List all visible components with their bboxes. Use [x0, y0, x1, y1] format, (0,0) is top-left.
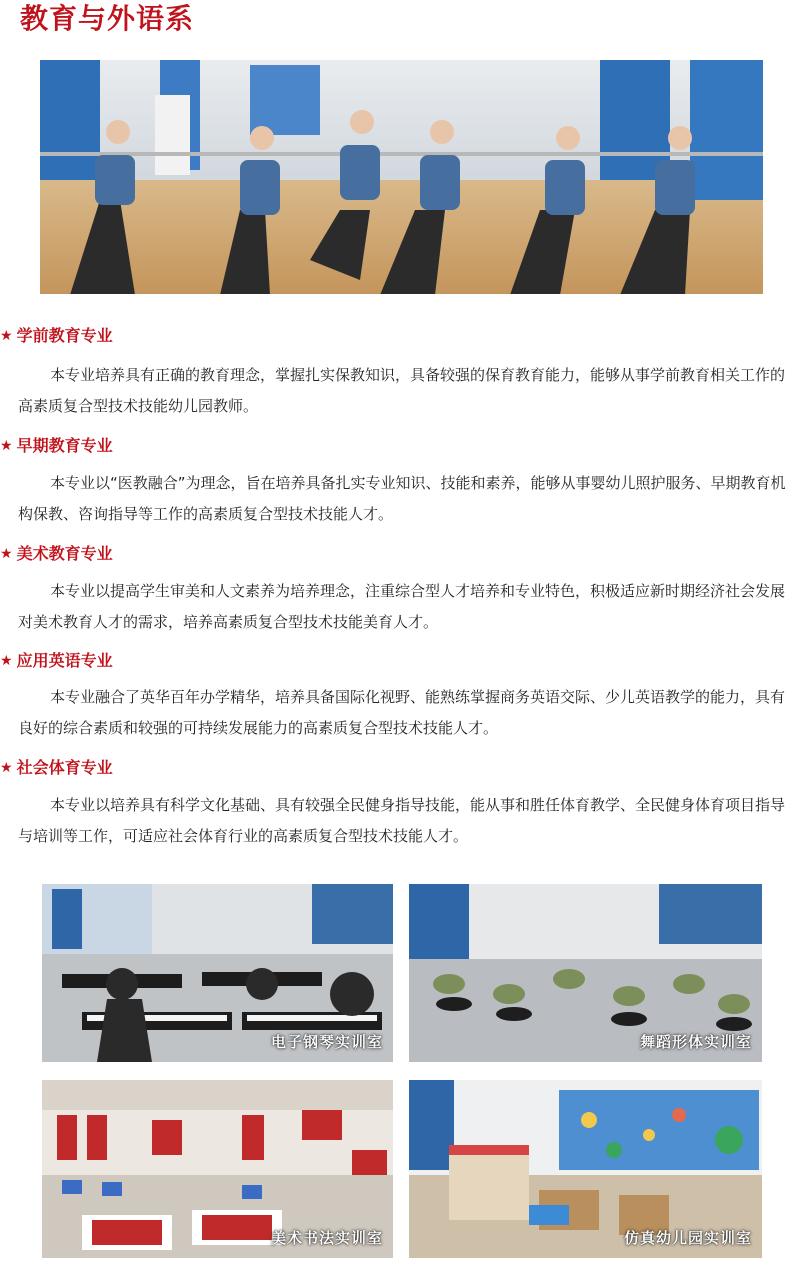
lab-caption: 仿真幼儿园实训室	[623, 1229, 752, 1247]
lab-caption: 舞蹈形体实训室	[639, 1033, 752, 1051]
major-heading-art-education	[0, 542, 113, 566]
lab-photo-art-calligraphy	[42, 1080, 393, 1258]
major-description: 本专业培养具有正确的教育理念，掌握扎实保教知识，具备较强的保育教育能力，能够从事学前教育相关工作的高素质复合型技术技能幼儿园教师。	[18, 366, 786, 415]
major-heading-early-education	[0, 434, 113, 458]
lab-caption: 电子钢琴实训室	[270, 1033, 383, 1051]
lab-caption: 美术书法实训室	[270, 1229, 383, 1247]
major-description: 本专业以“医教融合”为理念，旨在培养具备扎实专业知识、技能和素养，能够从事婴幼儿照护服务、早期教育机构保教、咨询指导等工作的高素质复合型技术技能人才。	[18, 474, 786, 523]
major-heading-applied-english	[0, 649, 113, 673]
major-name: 应用英语专业	[16, 651, 113, 670]
major-description: 本专业以培养具有科学文化基础、具有较强全民健身指导技能，能从事和胜任体育教学、全民健身体育项目指导与培训等工作，可适应社会体育行业的高素质复合型技术技能人才。	[18, 796, 786, 845]
major-description: 本专业以提高学生审美和人文素养为培养理念，注重综合型人才培养和专业特色，积极适应新时期经济社会发展对美术教育人才的需求，培养高素质复合型技术技能美育人才。	[18, 582, 786, 631]
major-heading-social-sports	[0, 756, 113, 780]
major-name: 学前教育专业	[16, 326, 113, 345]
major-name: 美术教育专业	[16, 544, 113, 563]
hero-photo-dance-class	[40, 60, 763, 294]
star-icon: ★	[0, 328, 13, 344]
lab-photo-piano	[42, 884, 393, 1062]
page-title: 教育与外语系	[20, 2, 195, 35]
star-icon: ★	[0, 546, 13, 562]
lab-photo-dance	[409, 884, 762, 1062]
major-name: 社会体育专业	[16, 758, 113, 777]
star-icon: ★	[0, 438, 13, 454]
major-heading-preschool	[0, 324, 113, 348]
star-icon: ★	[0, 760, 13, 776]
star-icon: ★	[0, 653, 13, 669]
major-name: 早期教育专业	[16, 436, 113, 455]
lab-photo-kindergarten	[409, 1080, 762, 1258]
major-description: 本专业融合了英华百年办学精华，培养具备国际化视野、能熟练掌握商务英语交际、少儿英语教学的能力，具有良好的综合素质和较强的可持续发展能力的高素质复合型技术技能人才。	[18, 688, 786, 737]
